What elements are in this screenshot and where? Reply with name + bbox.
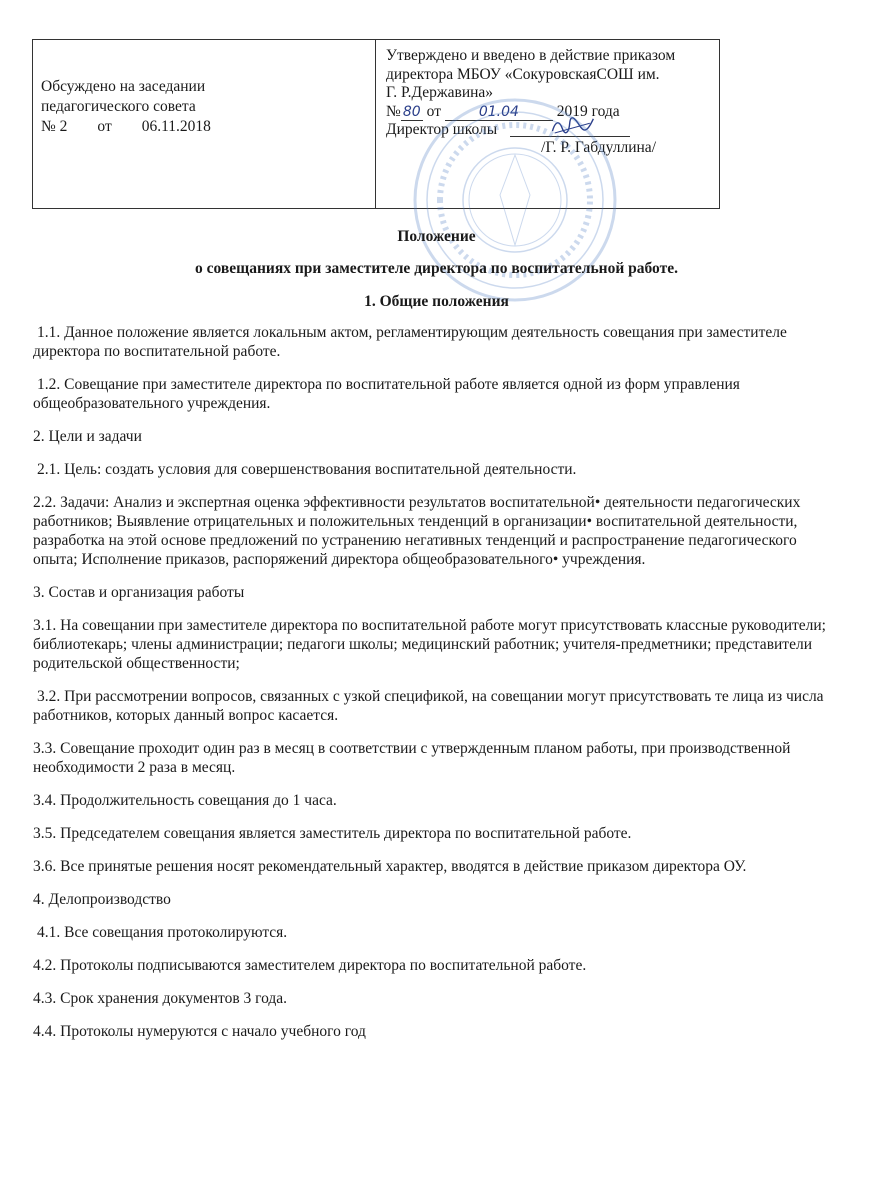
signature-row (386, 121, 718, 139)
section-2-heading: 2. Цели и задачи (33, 428, 142, 445)
section-3-heading: 3. Состав и организация работы (33, 584, 245, 601)
paragraph-3-6: 3.6. Все принятые решения носят рекомендательный характер, вводятся в действие приказом директора ОУ. (33, 858, 747, 875)
approval-line-2: директора МБОУ «СокуровскаяСОШ им. (386, 65, 660, 83)
table-divider (375, 40, 376, 208)
council-date: 06.11.2018 (141, 118, 211, 135)
council-line-2: педагогического совета (41, 98, 196, 115)
paragraph-1-1: 1.1. Данное положение является локальным актом, регламентирующим деятельность совещания при заместителе директора по воспитательной работе. (33, 324, 787, 360)
section-1-heading: 1. Общие положения (364, 293, 509, 310)
paragraph-2-2: 2.2. Задачи: Анализ и экспертная оценка эффективности результатов воспитательной• деятельности педагогических работников; Выявление отрицательных и положительных тенденций в организации• воспитательной деятельности, разработка на этой основе предложений по устранению негативных тенденций и распространение педагогического опыта; Исполнение приказов, распоряжений директора общеобразовательного• учреждения. (33, 494, 801, 568)
paragraph-4-3: 4.3. Срок хранения документов 3 года. (33, 990, 288, 1007)
paragraph-3-3: 3.3. Совещание проходит один раз в месяц в соответствии с утвержденным планом работы, при производственной необходимости 2 раза в месяц. (33, 740, 791, 776)
paragraph-4-4: 4.4. Протоколы нумеруются с начало учебного год (33, 1023, 366, 1040)
council-number: № 2 (41, 118, 68, 135)
approval-line-3: Г. Р.Державина» (386, 84, 494, 101)
document-title: Положение (397, 228, 476, 245)
council-discussion-cell (41, 77, 371, 137)
paragraph-3-4: 3.4. Продолжительность совещания до 1 часа. (33, 792, 337, 809)
order-date: 01.04 (445, 104, 553, 121)
approval-cell (386, 47, 718, 158)
paragraph-4-1: 4.1. Все совещания протоколируются. (37, 924, 288, 941)
paragraph-3-5: 3.5. Председателем совещания является заместитель директора по воспитательной работе. (33, 825, 632, 842)
paragraph-3-1: 3.1. На совещании при заместителе директора по воспитательной работе могут присутствовать классные руководители; библиотекарь; члены администрации; педагоги школы; медицинский работник; учителя-предметники; представители родительской общественности; (33, 617, 826, 672)
approval-line-1: Утверждено и введено в действие приказом (386, 47, 676, 64)
order-from: от (426, 102, 441, 120)
council-line-1: Обсуждено на заседании (41, 78, 206, 95)
paragraph-2-1: 2.1. Цель: создать условия для совершенствования воспитательной деятельности. (37, 461, 577, 478)
document-subtitle: о совещаниях при заместителе директора по воспитательной работе. (195, 260, 678, 277)
paragraph-3-2: 3.2. При рассмотрении вопросов, связанных с узкой спецификой, на совещании могут присутствовать те лица из числа работников, которых данный вопрос касается. (33, 688, 824, 724)
approval-table (32, 39, 720, 209)
order-prefix: № (386, 102, 401, 120)
paragraph-4-2: 4.2. Протоколы подписываются заместителем директора по воспитательной работе. (33, 957, 587, 974)
paragraph-1-2: 1.2. Совещание при заместителе директора по воспитательной работе является одной из форм управления общеобразовательного учреждения. (33, 376, 740, 412)
document-body (33, 323, 841, 1055)
council-from: от (97, 118, 112, 135)
council-number-row (41, 117, 371, 137)
section-4-heading: 4. Делопроизводство (33, 891, 171, 908)
director-label: Директор школы (386, 121, 498, 138)
director-name: /Г. Р. Габдуллина/ (541, 139, 656, 156)
order-number: 80 (401, 104, 423, 121)
order-year: 2019 года (556, 102, 620, 120)
